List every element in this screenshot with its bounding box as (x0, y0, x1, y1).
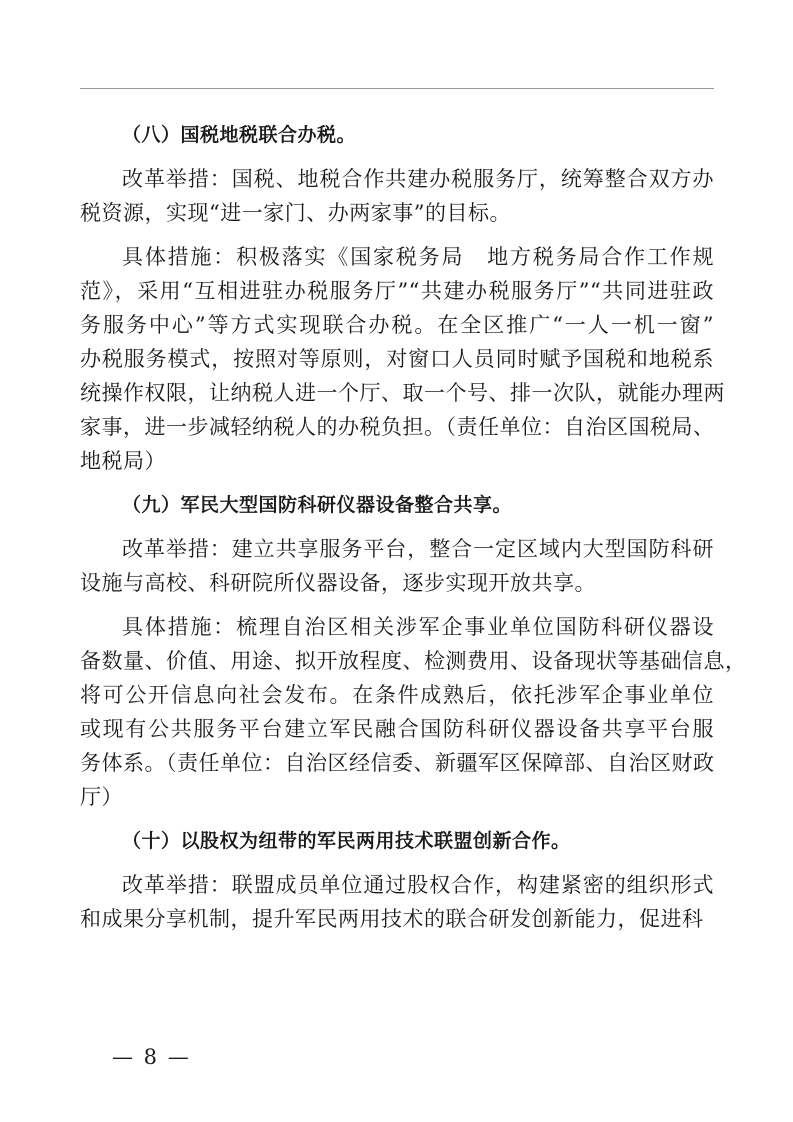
text-line: （十）以股权为纽带的军民两用技术联盟创新合作。 (122, 830, 571, 852)
section-heading (80, 824, 714, 858)
paragraph-gap (80, 600, 714, 610)
text-line: 办税服务模式，按照对等原则，对窗口人员同时赋予国税和地税系 (80, 347, 714, 371)
body-paragraph (80, 610, 747, 814)
paragraph-gap (80, 152, 714, 162)
text-line: 范》，采用“互相进驻办税服务厅”“共建办税服务厅”“共同进驻政 (80, 279, 714, 303)
paragraph-gap (80, 814, 714, 824)
paragraph-gap (80, 858, 714, 868)
body-paragraph (80, 868, 714, 936)
header-rule (80, 88, 714, 89)
text-line: 厅） (80, 785, 123, 809)
text-line: 改革举措：国税、地税合作共建办税服务厅，统筹整合双方办 (122, 167, 714, 191)
text-line: 将可公开信息向社会发布。在条件成熟后，依托涉军企事业单位 (80, 683, 714, 707)
text-line: 务体系。（责任单位：自治区经信委、新疆军区保障部、自治区财政 (80, 751, 715, 775)
text-line: 地税局） (80, 449, 166, 473)
document-body (80, 118, 747, 936)
text-line: 改革举措：联盟成员单位通过股权合作，构建紧密的组织形式 (122, 873, 714, 897)
paragraph-gap (80, 230, 714, 240)
section-heading (80, 118, 714, 152)
paragraph-gap (80, 478, 714, 488)
text-line: 改革举措：建立共享服务平台，整合一定区域内大型国防科研 (122, 537, 714, 561)
text-line: 或现有公共服务平台建立军民融合国防科研仪器设备共享平台服 (80, 717, 714, 741)
text-line: 备数量、价值、用途、拟开放程度、检测费用、设备现状等基础信息， (80, 649, 747, 673)
text-line: 具体措施：积极落实《国家税务局 地方税务局合作工作规 (122, 245, 714, 269)
body-paragraph (80, 240, 725, 478)
body-paragraph (80, 532, 714, 600)
text-line: （八）国税地税联合办税。 (122, 124, 357, 146)
text-line: 务服务中心”等方式实现联合办税。在全区推广“一人一机一窗” (80, 313, 714, 337)
text-line: 设施与高校、科研院所仪器设备，逐步实现开放共享。 (80, 571, 596, 595)
text-line: 具体措施：梳理自治区相关涉军企事业单位国防科研仪器设 (122, 615, 714, 639)
paragraph-gap (80, 522, 714, 532)
text-line: 和成果分享机制，提升军民两用技术的联合研发创新能力，促进科 (80, 907, 704, 931)
text-line: 统操作权限，让纳税人进一个厅、取一个号、排一次队，就能办理两 (80, 381, 725, 405)
body-paragraph (80, 162, 714, 230)
text-line: 税资源，实现“进一家门、办两家事”的目标。 (80, 201, 511, 225)
text-line: 家事，进一步减轻纳税人的办税负担。（责任单位：自治区国税局、 (80, 415, 715, 439)
page-number: — 8 — (112, 1045, 191, 1069)
section-heading (80, 488, 714, 522)
text-line: （九）军民大型国防科研仪器设备整合共享。 (122, 494, 513, 516)
